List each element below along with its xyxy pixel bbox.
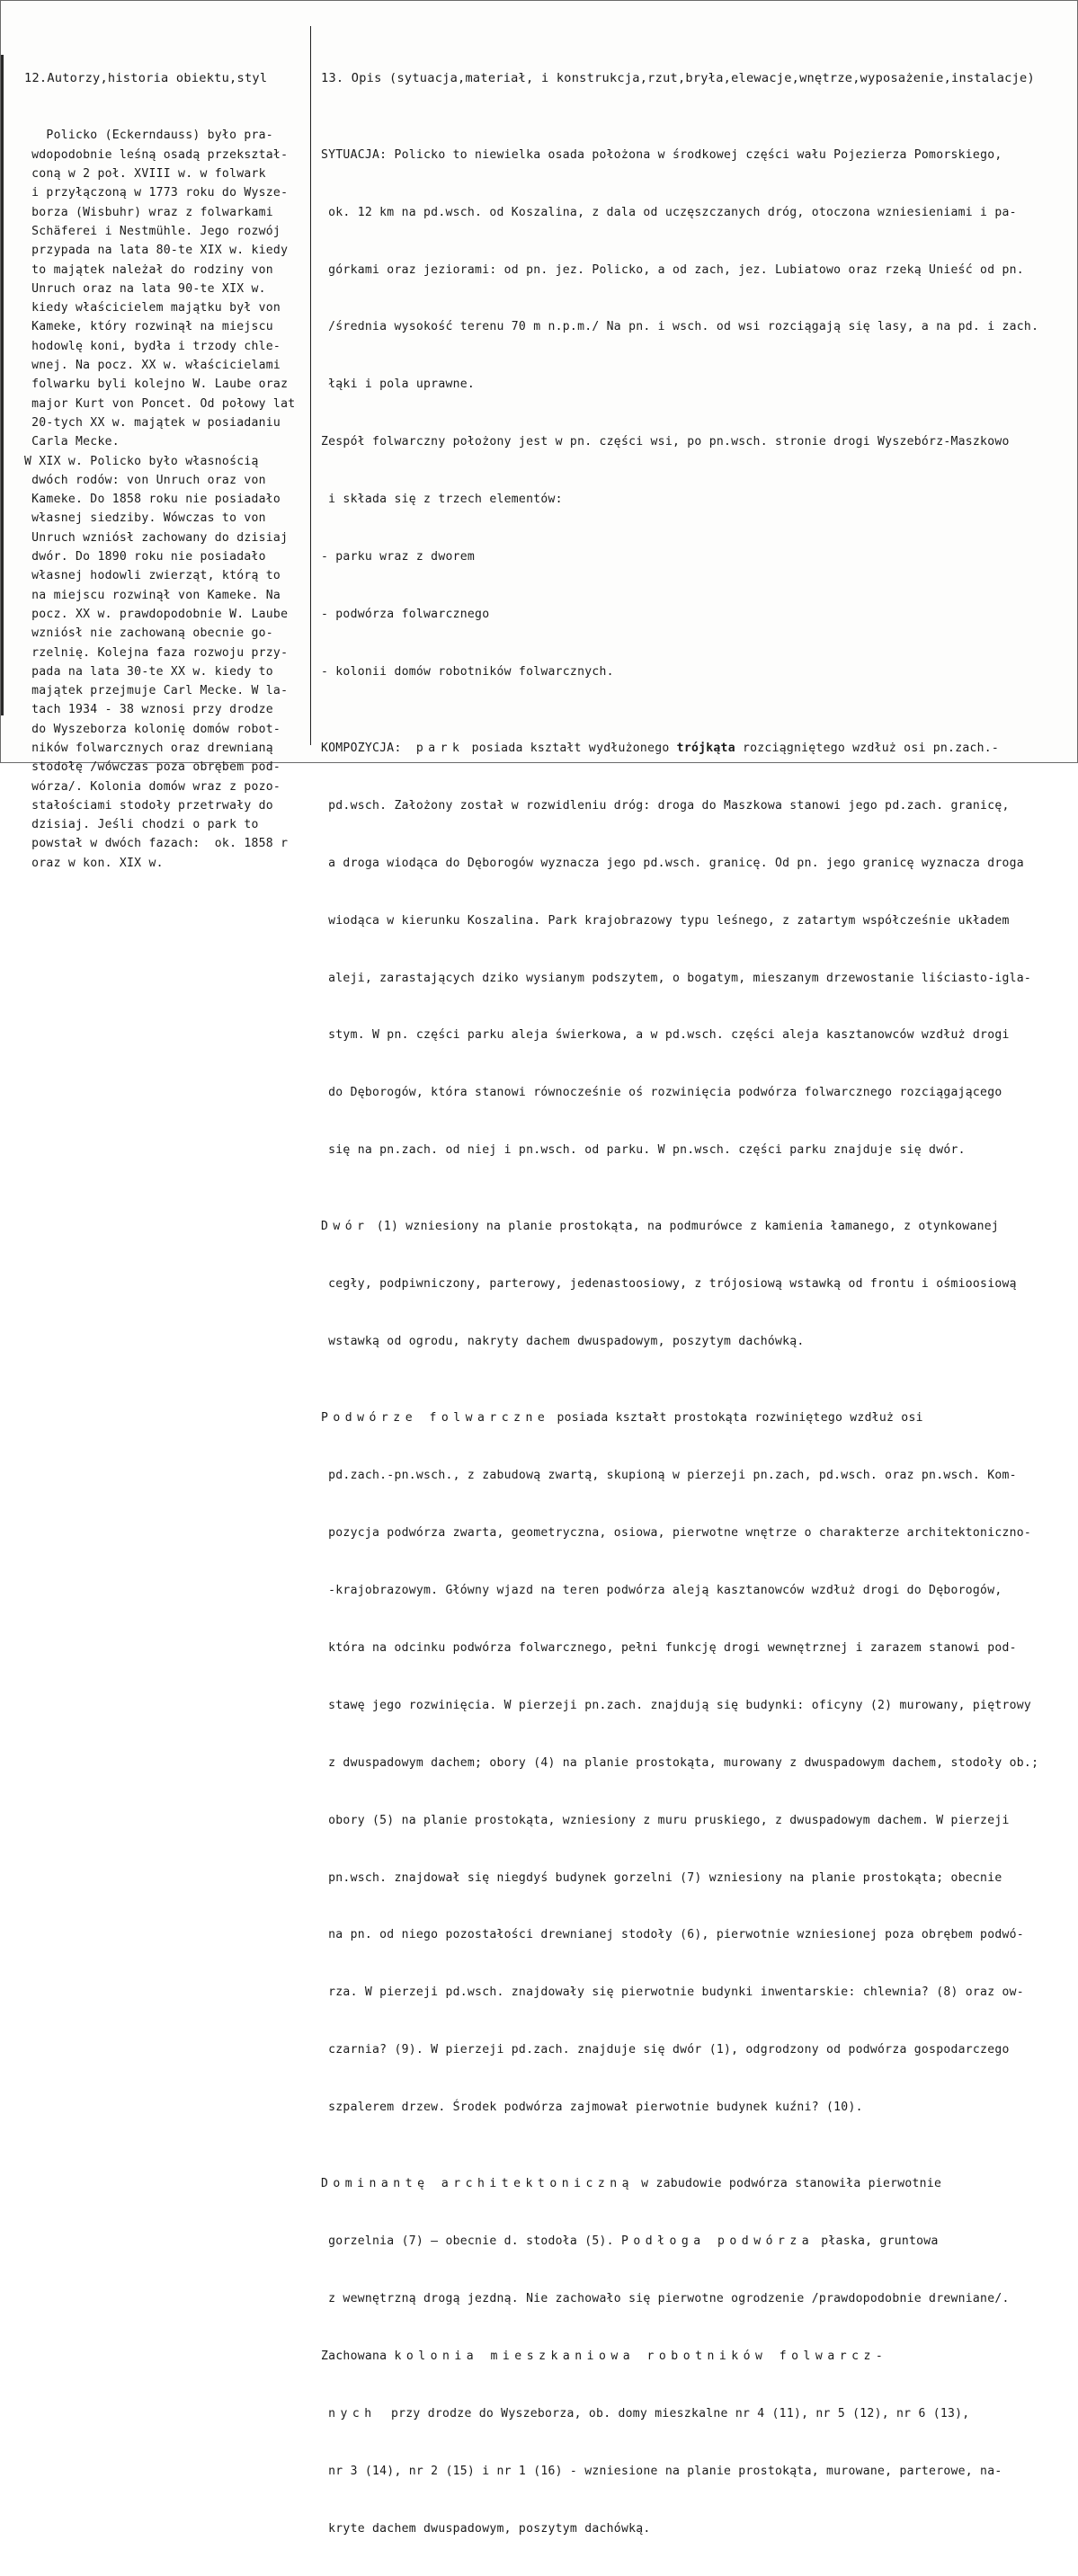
description-line: nych przy drodze do Wyszeborza, ob. domy mieszkalne nr 4 (11), nr 5 (12), nr 6 (13), <box>328 2406 970 2421</box>
history-line: oraz w kon. XIX w. <box>24 856 164 870</box>
history-line: W XIX w. Policko było własnością <box>24 454 259 468</box>
history-line: i przyłączoną w 1773 roku do Wysze- <box>24 186 289 200</box>
description-column <box>321 31 1067 2576</box>
history-column <box>24 31 307 911</box>
podloga-term: Podłoga podwórza <box>620 2234 815 2249</box>
column-divider <box>310 26 311 745</box>
history-line: dwór. Do 1890 roku nie posiadało <box>24 550 266 564</box>
description-line: kryte dachem dwuspadowym, poszytym dachówką. <box>321 2521 651 2536</box>
description-line: szpalerem drzew. Środek podwórza zajmował pierwotnie budynek kuźni? (10). <box>321 2101 863 2115</box>
history-line: własnej hodowli zwierząt, którą to <box>24 569 281 583</box>
kolonia-term-end: nych <box>328 2406 377 2421</box>
history-line: stałościami stodoły przetrwały do <box>24 798 273 813</box>
description-line: Zespół folwarczny położony jest w pn. części wsi, po pn.wsch. stronie drogi Wyszebórz-Maszkowo <box>321 435 1010 449</box>
history-line: major Kurt von Poncet. Od połowy lat <box>24 396 296 411</box>
history-line: wdopodobnie leśną osadą przekształ- <box>24 147 289 162</box>
description-line: na pn. od niego pozostałości drewnianej stodoły (6), pierwotnie wzniesionej poza obrębem podwó- <box>321 1928 1024 1942</box>
history-line: 20-tych XX w. majątek w posiadaniu <box>24 415 281 430</box>
description-line: się na pn.zach. od niej i pn.wsch. od parku. W pn.wsch. części parku znajduje się dwór. <box>321 1143 966 1158</box>
description-line: Zachowana kolonia mieszkaniowa robotników folwarcz- <box>321 2349 888 2363</box>
description-line: łąki i pola uprawne. <box>321 378 476 392</box>
description-line: stawę jego rozwinięcia. W pierzeji pn.zach. znajdują się budynki: oficyny (2) murowany, piętrowy <box>321 1698 1032 1712</box>
description-line: stym. W pn. części parku aleja świerkowa, a w pd.wsch. części aleja kasztanowców wzdłuż drogi <box>321 1028 1010 1043</box>
history-line: do Wyszeborza kolonię domów robot- <box>24 722 281 736</box>
description-line: Dominantę architektoniczną w zabudowie podwórza stanowiła pierwotnie <box>321 2177 942 2191</box>
history-line: wzniósł nie zachowaną obecnie go- <box>24 626 273 641</box>
description-line: pd.zach.-pn.wsch., z zabudową zwartą, skupioną w pierzeji pn.zach, pd.wsch. oraz pn.wsch. Kom- <box>321 1469 1017 1483</box>
description-line: KOMPOZYCJA: park posiada kształt wydłużonego trójkąta rozciągniętego wzdłuż osi pn.zach.- <box>321 741 1000 755</box>
history-line: powstał w dwóch fazach: ok. 1858 r <box>24 837 289 851</box>
description-line: do Dęborogów, która stanowi równocześnie oś rozwinięcia podwórza folwarcznego rozciągającego <box>321 1086 1002 1100</box>
trojkata-term: trójkąta <box>676 741 735 755</box>
description-line: z dwuspadowym dachem; obory (4) na planie prostokąta, murowany z dwuspadowym dachem, stodoły ob.; <box>321 1755 1039 1770</box>
description-line: ok. 12 km na pd.wsch. od Koszalina, z dala od uczęszczanych dróg, otoczona wzniesieniami i pa- <box>321 205 1017 219</box>
description-line: wiodąca w kierunku Koszalina. Park krajobrazowy typu leśnego, z zatartym współcześnie układem <box>321 913 1010 928</box>
description-line: Podwórze folwarczne posiada kształt prostokąta rozwiniętego wzdłuż osi <box>321 1411 923 1426</box>
history-line: to majątek należał do rodziny von <box>24 262 273 277</box>
history-line: przypada na lata 80-te XIX w. kiedy <box>24 244 289 258</box>
description-line: obory (5) na planie prostokąta, wzniesiony z muru pruskiego, z dwuspadowym dachem. W pierzeji <box>321 1813 1010 1827</box>
dwor-term: Dwór <box>321 1220 370 1234</box>
description-line: cegły, podpiwniczony, parterowy, jedenastoosiowy, z trójosiową wstawką od frontu i ośmioosiową <box>321 1277 1017 1292</box>
description-line: gorzelnia (7) – obecnie d. stodoła (5). Podłoga podwórza płaska, gruntowa <box>321 2234 939 2249</box>
history-line: Policko (Eckerndauss) było pra- <box>24 129 273 143</box>
kompozycja-label: KOMPOZYCJA: <box>321 741 402 755</box>
history-line: kiedy właścicielem majątku był von <box>24 301 281 315</box>
park-term: park <box>415 741 465 755</box>
description-line: SYTUACJA: Policko to niewielka osada położona w środkowej części wału Pojezierza Pomorskiego, <box>321 147 1002 162</box>
podworze-term: Podwórze folwarczne <box>321 1411 550 1426</box>
list-item: - podwórza folwarcznego <box>321 607 490 621</box>
description-line: aleji, zarastających dziko wysianym podszytem, o bogatym, mieszanym drzewostanie liściasto-igla- <box>321 971 1032 985</box>
history-line: Kameke. Do 1858 roku nie posiadało <box>24 493 281 507</box>
description-line: pd.wsch. Założony został w rozwidleniu dróg: droga do Maszkowa stanowi jego pd.zach. granicę, <box>321 798 1010 813</box>
list-item: - parku wraz z dworem <box>321 550 476 564</box>
history-line: Unruch oraz na lata 90-te XIX w. <box>24 281 266 296</box>
kolonia-term: kolonia mieszkaniowa robotników folwarcz- <box>394 2349 888 2363</box>
history-line: Carla Mecke. <box>24 435 120 449</box>
description-line: nr 3 (14), nr 2 (15) i nr 1 (16) - wzniesione na planie prostokąta, murowane, parterowe, na- <box>321 2464 1002 2478</box>
history-line: Unruch wzniósł zachowany do dzisiaj <box>24 530 289 545</box>
description-line: górkami oraz jeziorami: od pn. jez. Policko, a od zach, jez. Lubiatowo oraz rzeką Unieść od pn. <box>321 262 1024 277</box>
description-line: i składa się z trzech elementów: <box>321 493 563 507</box>
description-heading: 13. Opis (sytuacja,materiał, i konstrukcja,rzut,bryła,elewacje,wnętrze,wyposażenie,instalacje) <box>321 70 1035 85</box>
history-line: folwarku byli kolejno W. Laube oraz <box>24 378 289 392</box>
history-line: stodołę /wówczas poza obrębem pod- <box>24 760 281 775</box>
history-line: rzelnię. Kolejna faza rozwoju przy- <box>24 645 289 660</box>
history-line: coną w 2 poł. XVIII w. w folwark <box>24 167 266 182</box>
description-line: pozycja podwórza zwarta, geometryczna, osiowa, pierwotne wnętrze o charakterze architektoniczno- <box>321 1526 1032 1541</box>
history-line: wórza/. Kolonia domów wraz z pozo- <box>24 779 281 794</box>
description-line: pn.wsch. znajdował się niegdyś budynek gorzelni (7) wzniesiony na planie prostokąta; obecnie <box>321 1870 1002 1885</box>
description-line: czarnia? (9). W pierzeji pd.zach. znajduje się dwór (1), odgrodzony od podwórza gospodarczego <box>321 2043 1010 2057</box>
history-line: pocz. XX w. prawdopodobnie W. Laube <box>24 607 289 621</box>
history-line: ników folwarcznych oraz drewnianą <box>24 741 273 755</box>
description-line: /średnia wysokość terenu 70 m n.p.m./ Na pn. i wsch. od wsi rozciągają się lasy, a na pd. i zach. <box>321 320 1039 334</box>
history-line: Schäferei i Nestmühle. Jego rozwój <box>24 224 281 238</box>
description-line: rza. W pierzeji pd.wsch. znajdowały się pierwotnie budynki inwentarskie: chlewnia? (8) oraz ow- <box>321 1985 1024 2000</box>
dominanta-term: Dominantę architektoniczną <box>321 2177 635 2191</box>
description-line: a droga wiodąca do Dęborogów wyznacza jego pd.wsch. granicę. Od pn. jego granicę wyznacza droga <box>321 856 1024 870</box>
description-line: która na odcinku podwórza folwarcznego, pełni funkcję drogi wewnętrznej i zarazem stanowi pod- <box>321 1640 1017 1655</box>
history-heading: 12.Autorzy,historia obiektu,styl <box>24 70 268 85</box>
history-line: majątek przejmuje Carl Mecke. W la- <box>24 684 289 698</box>
history-line: dwóch rodów: von Unruch oraz von <box>24 473 266 487</box>
history-line: pada na lata 30-te XX w. kiedy to <box>24 664 273 679</box>
description-line: Dwór (1) wzniesiony na planie prostokąta, na podmurówce z kamienia łamanego, z otynkowanej <box>321 1220 1000 1234</box>
description-line: -krajobrazowym. Główny wjazd na teren podwórza aleją kasztanowców wzdłuż drogi do Dęborogów, <box>321 1584 1002 1598</box>
history-line: własnej siedziby. Wówczas to von <box>24 511 266 526</box>
history-line: borza (Wisbuhr) wraz z folwarkami <box>24 205 273 219</box>
history-line: Kameke, który rozwinął na miejscu <box>24 320 273 334</box>
card-edge-mark <box>1 55 4 715</box>
list-item: - kolonii domów robotników folwarcznych. <box>321 664 614 679</box>
history-line: hodowlę koni, bydła i trzody chle- <box>24 339 281 353</box>
history-line: na miejscu rozwinął von Kameke. Na <box>24 588 281 602</box>
history-line: wnej. Na pocz. XX w. właścicielami <box>24 359 281 373</box>
history-line: tach 1934 - 38 wznosi przy drodze <box>24 703 273 717</box>
description-line: z wewnętrzną drogą jezdną. Nie zachowało się pierwotne ogrodzenie /prawdopodobnie drewniane/. <box>321 2292 1010 2306</box>
history-text <box>24 126 307 873</box>
sytuacja-label: SYTUACJA: <box>321 147 388 162</box>
description-line: wstawką od ogrodu, nakryty dachem dwuspadowym, poszytym dachówką. <box>321 1335 805 1349</box>
history-line: dzisiaj. Jeśli chodzi o park to <box>24 818 259 832</box>
